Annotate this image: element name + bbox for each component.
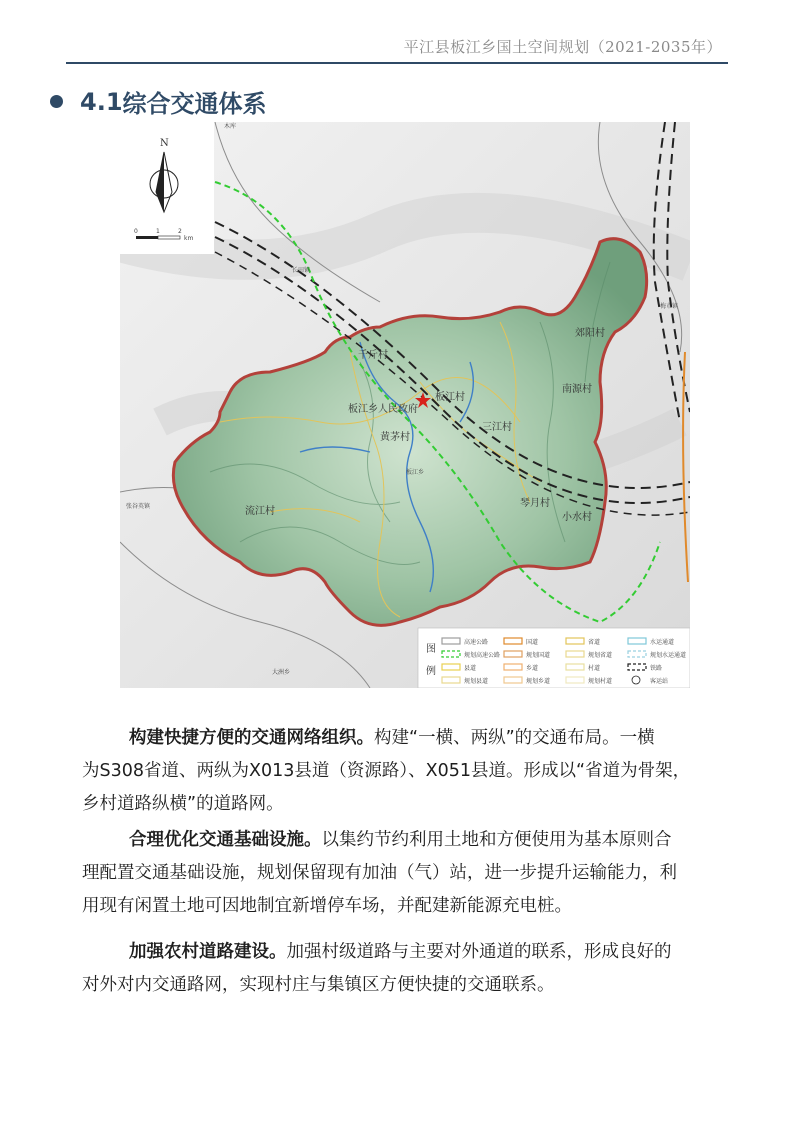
legend-label: 规划村道 <box>588 678 613 685</box>
header-rule <box>66 62 728 64</box>
legend-label: 省道 <box>588 639 601 646</box>
legend-label: 国道 <box>526 639 539 646</box>
legend-swatch <box>628 664 646 670</box>
transport-map <box>120 122 690 688</box>
place-label: 木库 <box>224 123 237 130</box>
legend-swatch <box>504 651 522 657</box>
paragraph-lead: 加强农村道路建设。 <box>129 942 287 962</box>
section-heading <box>50 84 267 119</box>
legend-label: 规划县道 <box>464 678 489 685</box>
legend-label: 规划国道 <box>526 652 551 659</box>
paragraph-2 <box>82 824 722 923</box>
village-label: 千斤村 <box>358 350 388 361</box>
paragraph-lead: 合理优化交通基础设施。 <box>129 830 322 850</box>
paragraph-text: 乡村道路纵横”的道路网。 <box>82 794 284 814</box>
map-legend <box>418 628 690 688</box>
village-label: 三江村 <box>482 422 512 433</box>
paragraph-3 <box>82 936 722 1002</box>
village-label: 琴月村 <box>520 498 550 509</box>
village-label: 南源村 <box>562 384 592 395</box>
legend-label: 规划乡道 <box>526 678 551 685</box>
paragraph-lead: 构建快捷方便的交通网络组织。 <box>129 728 374 748</box>
legend-label: 规划水运通道 <box>650 652 687 659</box>
paragraph-text: 对外对内交通路网，实现村庄与集镇区方便快捷的交通联系。 <box>82 975 555 995</box>
svg-text:2: 2 <box>178 228 182 235</box>
bullet-icon <box>50 95 63 108</box>
legend-swatch <box>566 651 584 657</box>
legend-label: 县道 <box>464 665 477 672</box>
legend-label: 村道 <box>588 665 601 672</box>
gov-label: 板江乡人民政府 <box>348 404 418 415</box>
village-label: 小水村 <box>562 512 592 523</box>
place-label: 长田镇 <box>292 267 311 274</box>
paragraph-text: 构建“一横、两纵”的交通布局。一横 <box>374 728 655 748</box>
legend-label: 水运通道 <box>650 639 675 646</box>
legend-label: 乡道 <box>526 665 539 672</box>
svg-text:图: 图 <box>426 644 436 655</box>
legend-swatch <box>442 677 460 683</box>
legend-swatch <box>442 651 460 657</box>
legend-swatch <box>504 677 522 683</box>
village-label: 流江村 <box>245 506 275 517</box>
legend-swatch <box>628 651 646 657</box>
legend-swatch <box>566 664 584 670</box>
map-canvas <box>120 122 690 688</box>
place-label: 大洲乡 <box>272 669 291 676</box>
paragraph-1 <box>82 722 722 821</box>
legend-swatch <box>442 638 460 644</box>
legend-swatch <box>504 638 522 644</box>
section-title: 综合交通体系 <box>122 90 267 118</box>
legend-swatch <box>566 638 584 644</box>
legend-label: 规划高速公路 <box>464 652 501 659</box>
paragraph-text: 以集约节约利用土地和方便使用为基本原则合 <box>321 830 672 850</box>
village-label: 板江村 <box>435 392 465 403</box>
paragraph-text: 理配置交通基础设施，规划保留现有加油（气）站，进一步提升运输能力，利 <box>82 863 677 883</box>
paragraph-text: 用现有闲置土地可因地制宜新增停车场，并配建新能源充电桩。 <box>82 896 572 916</box>
legend-swatch <box>442 664 460 670</box>
legend-swatch <box>504 664 522 670</box>
paragraph-text: 加强村级道路与主要对外通道的联系，形成良好的 <box>286 942 672 962</box>
legend-swatch <box>628 638 646 644</box>
svg-text:km: km <box>184 235 194 242</box>
legend-label: 铁路 <box>650 665 663 672</box>
place-label: 张谷英镇 <box>126 503 151 510</box>
section-number: 4.1 <box>80 87 123 116</box>
document-header-title: 平江县板江乡国土空间规划（2021-2035年） <box>403 38 722 56</box>
legend-swatch <box>566 677 584 683</box>
svg-text:例: 例 <box>426 666 436 677</box>
place-label: 板江乡 <box>406 469 425 476</box>
svg-text:N: N <box>160 138 169 149</box>
legend-label: 规划省道 <box>588 652 613 659</box>
village-label: 黄茅村 <box>380 432 410 443</box>
place-label: 梅市镇 <box>660 303 679 310</box>
paragraph-text: 为S308省道、两纵为X013县道（资源路）、X051县道。形成以“省道为骨架， <box>82 761 691 781</box>
svg-text:1: 1 <box>156 228 160 235</box>
legend-label: 客运站 <box>650 678 669 685</box>
legend-label: 高速公路 <box>464 639 489 646</box>
village-label: 郊阳村 <box>575 328 605 339</box>
svg-text:0: 0 <box>134 228 138 235</box>
